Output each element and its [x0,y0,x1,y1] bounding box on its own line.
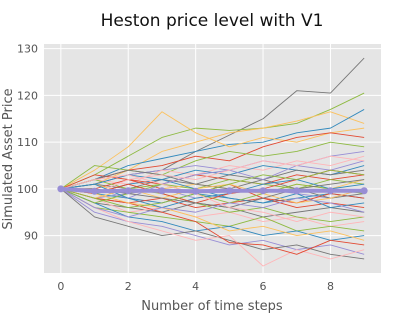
y-tick-label: 90 [24,229,38,243]
y-tick-label: 120 [17,89,38,103]
y-tick-label: 100 [17,182,38,196]
y-tick-label: 130 [17,42,38,56]
series-point [260,187,267,194]
x-tick-labels [57,280,334,293]
x-tick-label: 6 [259,280,267,293]
series-point [158,187,165,194]
series-point [91,188,98,195]
x-tick-label: 4 [192,280,200,293]
chart-title: Heston price level with V1 [100,11,324,31]
x-tick-label: 2 [124,280,132,293]
series-point [361,187,368,194]
series-point [226,187,233,194]
series-point [293,187,300,194]
series-point [125,187,132,194]
x-tick-label: 8 [326,280,334,293]
series-line-mean [61,189,364,191]
y-tick-label: 110 [17,136,38,150]
y-axis-label: Simulated Asset Price [1,88,16,230]
series-point [192,188,199,195]
series-point [327,187,334,194]
x-tick-label: 0 [57,280,65,293]
y-tick-labels [17,43,38,243]
x-axis-label: Number of time steps [141,299,283,314]
series-point [57,185,64,192]
